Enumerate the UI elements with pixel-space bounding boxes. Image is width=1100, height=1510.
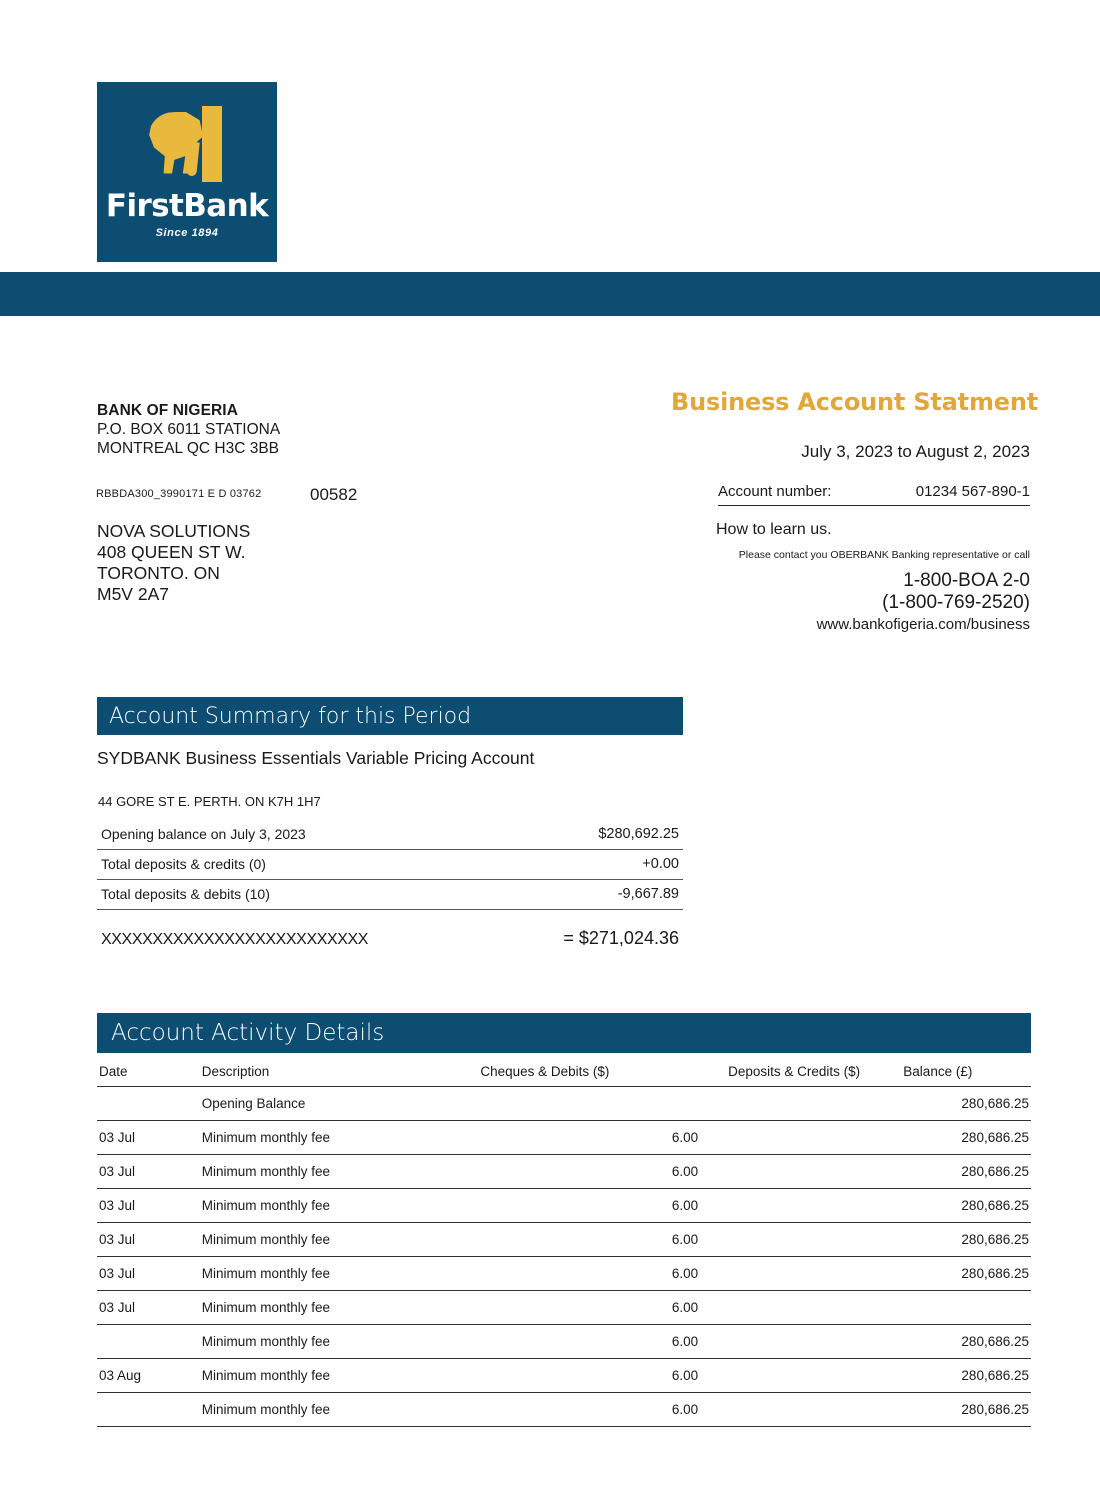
table-row — [97, 1155, 1031, 1189]
activity-header-row — [97, 1060, 1031, 1087]
cell-description: Minimum monthly fee — [200, 1257, 479, 1291]
statement-title: Business Account Statment — [671, 388, 1038, 416]
cell-credit — [726, 1291, 901, 1325]
summary-row-label: Opening balance on July 3, 2023 — [101, 826, 306, 842]
cell-debit: 6.00 — [478, 1257, 726, 1291]
website-link[interactable]: www.bankofigeria.com/business — [816, 616, 1030, 633]
cell-date — [97, 1087, 200, 1121]
summary-row — [97, 850, 683, 880]
cell-balance: 280,686.25 — [901, 1325, 1031, 1359]
cell-date: 03 Jul — [97, 1121, 200, 1155]
cell-date: 03 Aug — [97, 1359, 200, 1393]
customer-address-line3: M5V 2A7 — [97, 584, 169, 604]
summary-row-value: +0.00 — [642, 856, 679, 872]
table-row — [97, 1189, 1031, 1223]
customer-address-line1: 408 QUEEN ST W. — [97, 542, 246, 562]
cell-credit — [726, 1155, 901, 1189]
cell-debit: 6.00 — [478, 1393, 726, 1427]
summary-row — [97, 880, 683, 910]
cell-balance: 280,686.25 — [901, 1155, 1031, 1189]
summary-closing-label: XXXXXXXXXXXXXXXXXXXXXXXXXX — [101, 931, 369, 948]
summary-row — [97, 820, 683, 850]
bank-name: BANK OF NIGERIA — [97, 402, 238, 419]
cell-description: Minimum monthly fee — [200, 1189, 479, 1223]
table-row — [97, 1393, 1031, 1427]
cell-date — [97, 1325, 200, 1359]
table-row — [97, 1359, 1031, 1393]
cell-credit — [726, 1087, 901, 1121]
cell-credit — [726, 1189, 901, 1223]
cell-date: 03 Jul — [97, 1291, 200, 1325]
cell-description: Minimum monthly fee — [200, 1121, 479, 1155]
summary-closing-row — [97, 910, 683, 956]
cell-balance: 280,686.25 — [901, 1189, 1031, 1223]
table-row — [97, 1291, 1031, 1325]
table-row — [97, 1257, 1031, 1291]
phone-secondary: (1-800-769-2520) — [882, 592, 1030, 613]
cell-balance: 280,686.25 — [901, 1393, 1031, 1427]
summary-row-label: Total deposits & debits (10) — [101, 886, 270, 902]
cell-balance — [901, 1291, 1031, 1325]
cell-credit — [726, 1393, 901, 1427]
logo-wordmark: FirstBank — [105, 187, 269, 224]
customer-name: NOVA SOLUTIONS — [97, 521, 251, 541]
cell-balance: 280,686.25 — [901, 1087, 1031, 1121]
learn-label: How to learn us. — [716, 521, 832, 538]
cell-credit — [726, 1121, 901, 1155]
cell-description: Minimum monthly fee — [200, 1223, 479, 1257]
elephant-icon — [148, 106, 226, 182]
cell-debit: 6.00 — [478, 1325, 726, 1359]
cell-debit: 6.00 — [478, 1291, 726, 1325]
cell-balance: 280,686.25 — [901, 1223, 1031, 1257]
cell-debit: 6.00 — [478, 1359, 726, 1393]
activity-table — [97, 1060, 1031, 1427]
phone-primary: 1-800-BOA 2-0 — [903, 570, 1030, 591]
table-row — [97, 1223, 1031, 1257]
table-row — [97, 1121, 1031, 1155]
cell-credit — [726, 1223, 901, 1257]
column-header-date: Date — [97, 1060, 200, 1087]
summary-row-value: -9,667.89 — [617, 886, 679, 902]
reference-number: 00582 — [310, 485, 358, 504]
reference-code: RBBDA300_3990171 E D 03762 — [96, 488, 262, 500]
cell-balance: 280,686.25 — [901, 1359, 1031, 1393]
summary-row-value: $280,692.25 — [598, 826, 679, 842]
table-row — [97, 1087, 1031, 1121]
summary-branch-address: 44 GORE ST E. PERTH. ON K7H 1H7 — [98, 794, 321, 809]
cell-credit — [726, 1325, 901, 1359]
bank-logo — [97, 82, 277, 262]
logo-since-label: Since 1894 — [155, 226, 219, 239]
account-summary-header: Account Summary for this Period — [97, 697, 683, 735]
cell-debit: 6.00 — [478, 1223, 726, 1257]
cell-date — [97, 1393, 200, 1427]
cell-debit: 6.00 — [478, 1121, 726, 1155]
cell-description: Minimum monthly fee — [200, 1359, 479, 1393]
summary-row-label: Total deposits & credits (0) — [101, 856, 266, 872]
column-header-description: Description — [200, 1060, 479, 1087]
account-activity-header: Account Activity Details — [97, 1013, 1031, 1053]
statement-period: July 3, 2023 to August 2, 2023 — [801, 442, 1030, 461]
cell-description: Opening Balance — [200, 1087, 479, 1121]
account-number-label: Account number: — [718, 483, 832, 500]
cell-date: 03 Jul — [97, 1155, 200, 1189]
summary-closing-value: = $271,024.36 — [563, 928, 679, 948]
customer-address — [97, 521, 250, 605]
bank-address-line2: MONTREAL QC H3C 3BB — [97, 440, 280, 457]
cell-date: 03 Jul — [97, 1189, 200, 1223]
bank-address-line1: P.O. BOX 6011 STATIONA — [97, 421, 281, 438]
cell-debit: 6.00 — [478, 1155, 726, 1189]
cell-description: Minimum monthly fee — [200, 1325, 479, 1359]
column-header-balance: Balance (£) — [901, 1060, 1031, 1087]
cell-description: Minimum monthly fee — [200, 1291, 479, 1325]
summary-product-name: SYDBANK Business Essentials Variable Pricing Account — [97, 748, 535, 768]
cell-balance: 280,686.25 — [901, 1257, 1031, 1291]
cell-date: 03 Jul — [97, 1257, 200, 1291]
cell-date: 03 Jul — [97, 1223, 200, 1257]
cell-balance: 280,686.25 — [901, 1121, 1031, 1155]
account-number-row — [718, 483, 1030, 506]
account-number-value: 01234 567-890-1 — [915, 483, 1030, 500]
table-row — [97, 1325, 1031, 1359]
cell-description: Minimum monthly fee — [200, 1155, 479, 1189]
cell-description: Minimum monthly fee — [200, 1393, 479, 1427]
contact-note: Please contact you OBERBANK Banking representative or call — [738, 549, 1030, 561]
cell-credit — [726, 1257, 901, 1291]
customer-address-line2: TORONTO. ON — [97, 563, 220, 583]
cell-debit: 6.00 — [478, 1189, 726, 1223]
column-header-credits: Deposits & Credits ($) — [726, 1060, 901, 1087]
cell-credit — [726, 1359, 901, 1393]
column-header-debits: Cheques & Debits ($) — [478, 1060, 726, 1087]
summary-table — [97, 820, 683, 956]
header-band — [0, 272, 1100, 316]
cell-debit — [478, 1087, 726, 1121]
